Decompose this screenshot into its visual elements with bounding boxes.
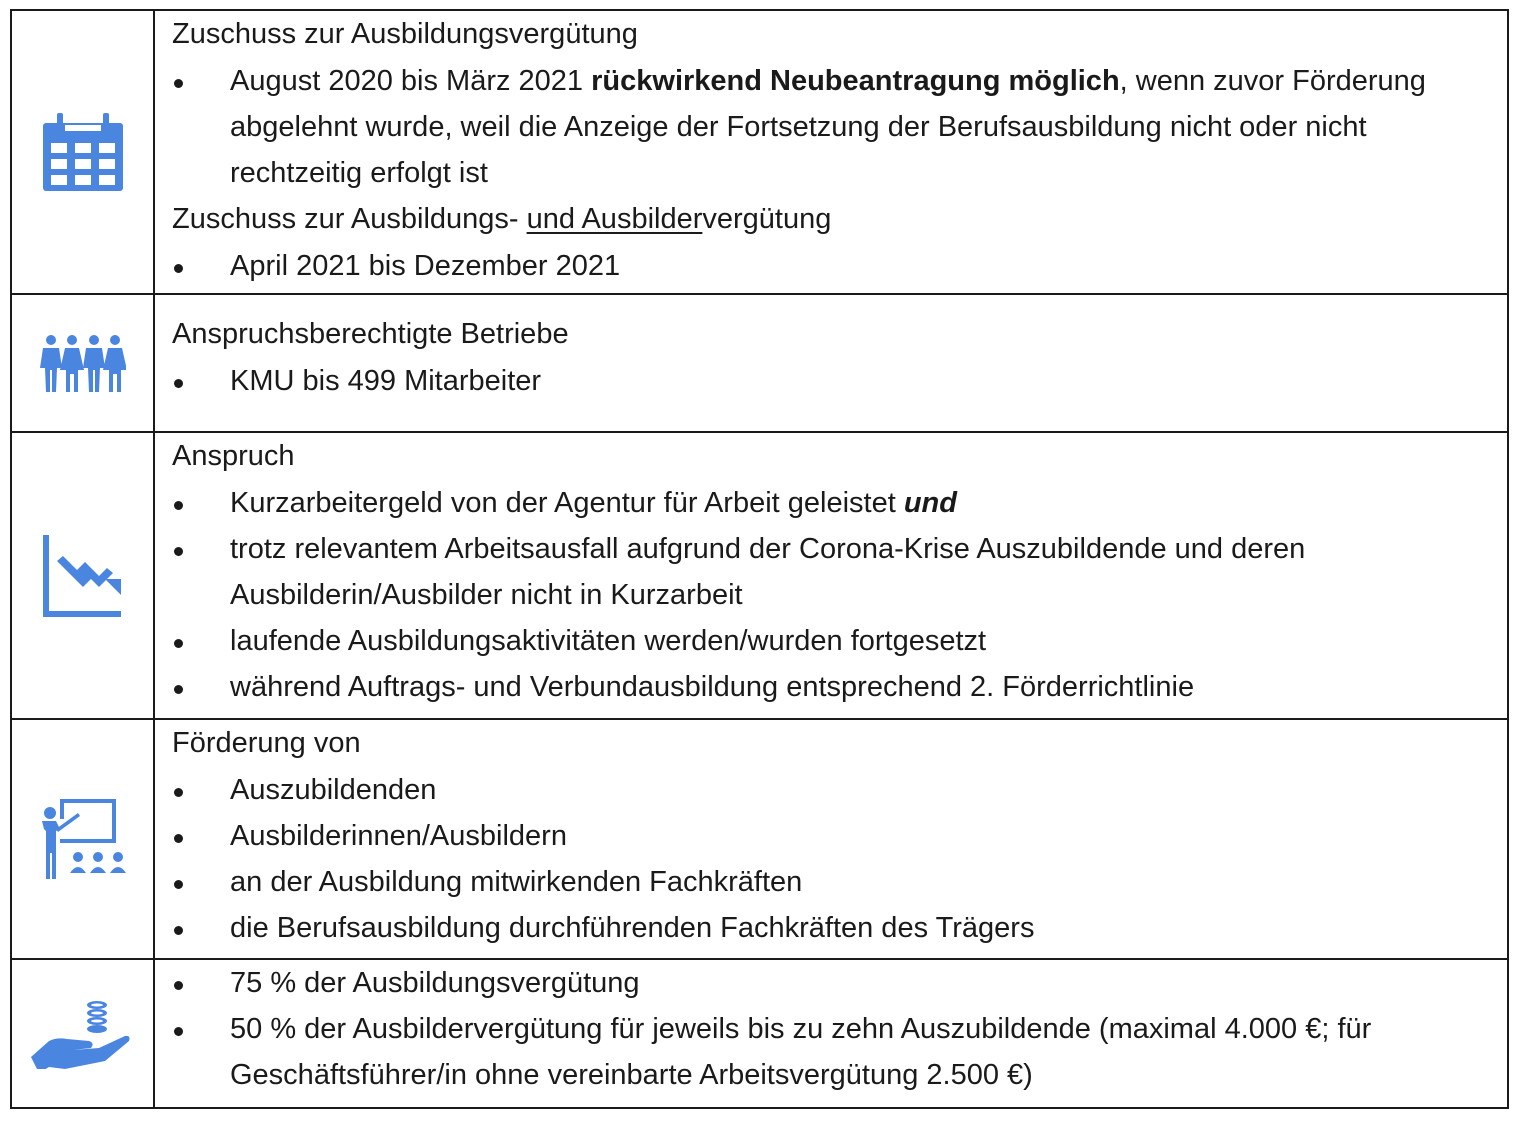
table-row <box>11 294 1508 432</box>
list-item: an der Ausbildung mitwirkenden Fachkräften <box>172 859 1477 905</box>
teacher-presentation-icon <box>38 799 128 879</box>
icon-cell <box>11 10 154 294</box>
section-heading: Zuschuss zur Ausbildungs- und Ausbildervergütung <box>172 203 832 235</box>
list-item: April 2021 bis Dezember 2021 <box>172 243 1477 289</box>
info-table <box>10 9 1509 1109</box>
section-heading: Zuschuss zur Ausbildungsvergütung <box>172 18 638 50</box>
icon-cell <box>11 432 154 719</box>
table-row <box>11 959 1508 1108</box>
text-cell <box>154 10 1508 294</box>
text-cell <box>154 432 1508 719</box>
icon-cell <box>11 959 154 1108</box>
list-item: Ausbilderinnen/Ausbildern <box>172 813 1477 859</box>
hand-coins-icon <box>31 999 135 1069</box>
list-item: 50 % der Ausbildervergütung für jeweils bis zu zehn Auszubildende (maximal 4.000 €; für Geschäftsführer/in ohne vereinbarte Arbeitsvergütung 2.500 €) <box>172 1006 1477 1098</box>
list-item: laufende Ausbildungsaktivitäten werden/wurden fortgesetzt <box>172 618 1477 664</box>
list-item: August 2020 bis März 2021 rückwirkend Neubeantragung möglich, wenn zuvor Förderung abgelehnt wurde, weil die Anzeige der Fortsetzung der Berufsausbildung nicht oder nicht rechtzeitig erfolgt ist <box>172 58 1477 196</box>
table-row <box>11 719 1508 959</box>
calendar-icon <box>43 113 123 191</box>
table-row <box>11 10 1508 294</box>
list-item: Auszubildenden <box>172 767 1477 813</box>
text-cell <box>154 719 1508 959</box>
list-item: 75 % der Ausbildungsvergütung <box>172 960 1477 1006</box>
icon-cell <box>11 719 154 959</box>
list-item: trotz relevantem Arbeitsausfall aufgrund der Corona-Krise Auszubildende und deren Ausbilderin/Ausbilder nicht in Kurzarbeit <box>172 526 1477 618</box>
text-cell <box>154 959 1508 1108</box>
list-item: während Auftrags- und Verbundausbildung entsprechend 2. Förderrichtlinie <box>172 664 1477 710</box>
list-item: die Berufsausbildung durchführenden Fachkräften des Trägers <box>172 905 1477 951</box>
table-row <box>11 432 1508 719</box>
section-heading: Anspruchsberechtigte Betriebe <box>172 318 569 350</box>
text-cell <box>154 294 1508 432</box>
icon-cell <box>11 294 154 432</box>
people-group-icon <box>40 334 126 392</box>
list-item: KMU bis 499 Mitarbeiter <box>172 358 1477 404</box>
list-item: Kurzarbeitergeld von der Agentur für Arbeit geleistet und <box>172 480 1477 526</box>
section-heading: Anspruch <box>172 440 295 472</box>
declining-chart-icon <box>43 535 123 617</box>
section-heading: Förderung von <box>172 727 361 759</box>
